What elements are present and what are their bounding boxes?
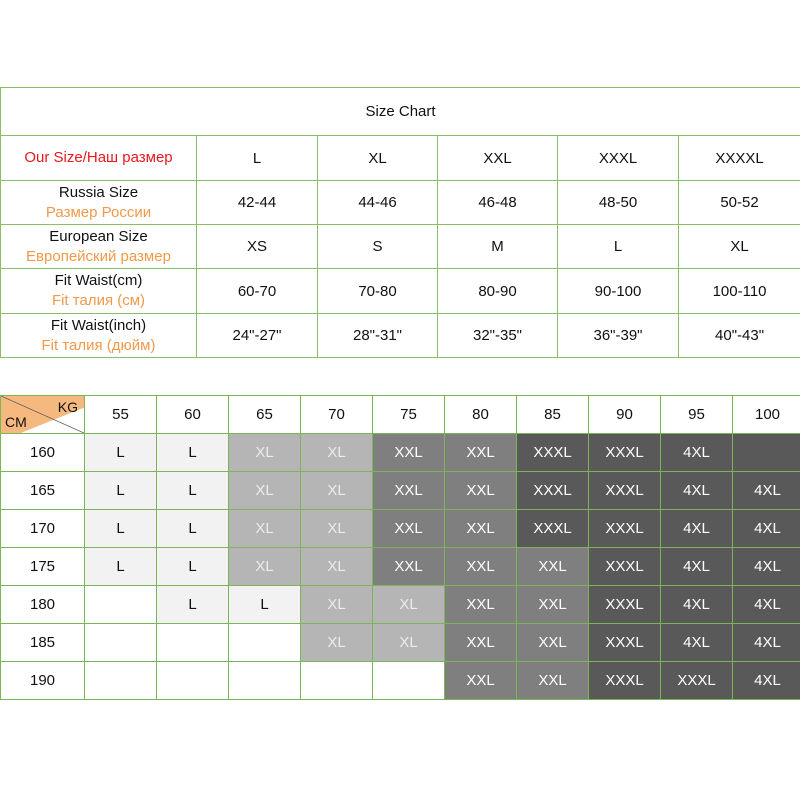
size-recommendation-cell: XL (301, 472, 373, 510)
weight-header-cell: 55 (85, 396, 157, 434)
size-recommendation-cell: XXXL (517, 434, 589, 472)
size-recommendation-cell: XXL (445, 434, 517, 472)
size-recommendation-cell: XL (301, 624, 373, 662)
size-cell: 32"-35" (438, 314, 558, 358)
size-recommendation-cell: XXXL (589, 472, 661, 510)
size-recommendation-cell: XXL (517, 662, 589, 700)
size-recommendation-cell: L (157, 586, 229, 624)
row-header-european-size (1, 225, 197, 269)
size-cell: 48-50 (558, 181, 679, 225)
height-header-cell: 170 (1, 510, 85, 548)
size-recommendation-cell: XL (229, 472, 301, 510)
table-row (1, 624, 800, 662)
size-cell: XXXL (558, 136, 679, 181)
size-recommendation-cell: XL (301, 434, 373, 472)
size-recommendation-cell: XXL (373, 472, 445, 510)
size-recommendation-cell: XXL (517, 624, 589, 662)
table-row (1, 434, 800, 472)
size-recommendation-cell (301, 662, 373, 700)
size-cell: XL (318, 136, 438, 181)
size-cell: 42-44 (197, 181, 318, 225)
size-recommendation-cell: XXL (373, 510, 445, 548)
weight-header-cell: 75 (373, 396, 445, 434)
weight-header-cell: 100 (733, 396, 800, 434)
size-recommendation-cell: XXL (373, 548, 445, 586)
row-header-fit-waist-inch (1, 314, 197, 358)
row-header-label: European Size (49, 227, 148, 245)
size-recommendation-cell: XL (373, 624, 445, 662)
size-recommendation-cell (157, 624, 229, 662)
size-recommendation-cell: XXL (517, 586, 589, 624)
size-recommendation-cell: XXXL (589, 510, 661, 548)
size-cell: XXXXL (679, 136, 800, 181)
row-header-sublabel: Fit талия (дюйм) (41, 336, 156, 354)
size-recommendation-cell: XXXL (589, 548, 661, 586)
size-cell: 46-48 (438, 181, 558, 225)
size-cell: XS (197, 225, 318, 269)
row-header-sublabel: Европейский размер (26, 247, 171, 265)
size-cell: 28"-31" (318, 314, 438, 358)
size-recommendation-cell: 4XL (733, 548, 800, 586)
size-recommendation-cell (229, 662, 301, 700)
row-header-russia-size (1, 181, 197, 225)
weight-header-cell: 60 (157, 396, 229, 434)
size-recommendation-cell: XXL (445, 586, 517, 624)
size-recommendation-cell (85, 624, 157, 662)
size-recommendation-cell: XXL (517, 548, 589, 586)
size-recommendation-cell: XXL (445, 472, 517, 510)
table-row (1, 548, 800, 586)
height-header-cell: 160 (1, 434, 85, 472)
size-recommendation-cell: XXXL (517, 510, 589, 548)
size-cell: 44-46 (318, 181, 438, 225)
size-recommendation-cell: XXXL (661, 662, 733, 700)
size-cell: 50-52 (679, 181, 800, 225)
size-recommendation-cell: L (157, 472, 229, 510)
size-chart-title: Size Chart (1, 88, 800, 136)
size-recommendation-cell: XXL (445, 510, 517, 548)
height-header-cell: 190 (1, 662, 85, 700)
size-recommendation-cell: XXXL (517, 472, 589, 510)
size-recommendation-cell: XXL (445, 624, 517, 662)
size-cell: 100-110 (679, 269, 800, 314)
size-recommendation-cell: L (157, 510, 229, 548)
size-recommendation-cell: L (85, 472, 157, 510)
size-recommendation-cell: 4XL (733, 624, 800, 662)
size-recommendation-cell: XL (301, 586, 373, 624)
row-header-label: Russia Size (58, 183, 139, 201)
weight-header-cell: 90 (589, 396, 661, 434)
size-recommendation-cell: 4XL (733, 510, 800, 548)
size-recommendation-cell: 4XL (661, 548, 733, 586)
size-recommendation-cell: 4XL (661, 434, 733, 472)
size-recommendation-cell: XXL (373, 434, 445, 472)
size-recommendation-cell: XL (373, 586, 445, 624)
size-recommendation-cell: 4XL (733, 472, 800, 510)
size-recommendation-cell: L (157, 434, 229, 472)
weight-height-size-table (0, 395, 800, 700)
weight-header-cell: 95 (661, 396, 733, 434)
size-recommendation-cell: 4XL (661, 586, 733, 624)
row-header-sublabel: Размер России (45, 203, 152, 221)
size-cell: 80-90 (438, 269, 558, 314)
table-row (1, 662, 800, 700)
size-recommendation-cell: 4XL (661, 624, 733, 662)
size-recommendation-cell (373, 662, 445, 700)
size-recommendation-cell (229, 624, 301, 662)
size-cell: 36"-39" (558, 314, 679, 358)
row-header-our-size (1, 136, 197, 181)
size-recommendation-cell: XXXL (589, 434, 661, 472)
size-recommendation-cell: XXL (445, 662, 517, 700)
size-recommendation-cell: XL (301, 548, 373, 586)
size-cell: XXL (438, 136, 558, 181)
size-cell: S (318, 225, 438, 269)
size-cell: 60-70 (197, 269, 318, 314)
weight-header-row (1, 396, 800, 434)
size-recommendation-cell (733, 434, 800, 472)
size-recommendation-cell: XL (301, 510, 373, 548)
row-header-sublabel: Fit талия (см) (51, 292, 146, 309)
size-cell: 70-80 (318, 269, 438, 314)
row-header-label: Fit Waist(inch) (50, 316, 147, 334)
size-recommendation-cell (157, 662, 229, 700)
size-recommendation-cell: XXL (445, 548, 517, 586)
kg-label: KG (57, 399, 78, 415)
size-recommendation-cell: XXXL (589, 662, 661, 700)
weight-header-cell: 70 (301, 396, 373, 434)
size-recommendation-cell: 4XL (733, 662, 800, 700)
size-recommendation-cell: XL (229, 548, 301, 586)
size-cell: XL (679, 225, 800, 269)
size-recommendation-cell: L (85, 548, 157, 586)
size-recommendation-cell: XXXL (589, 624, 661, 662)
size-cell: 90-100 (558, 269, 679, 314)
height-header-cell: 185 (1, 624, 85, 662)
kg-cm-corner (1, 396, 85, 434)
weight-header-cell: 80 (445, 396, 517, 434)
size-recommendation-cell: L (229, 586, 301, 624)
size-recommendation-cell (85, 586, 157, 624)
size-recommendation-cell: 4XL (733, 586, 800, 624)
weight-height-body (1, 434, 800, 700)
table-row (1, 510, 800, 548)
size-recommendation-cell: XL (229, 434, 301, 472)
height-header-cell: 175 (1, 548, 85, 586)
weight-header-cell: 85 (517, 396, 589, 434)
size-chart-table (0, 87, 800, 358)
size-cell: L (558, 225, 679, 269)
row-header-label: Fit Waist(cm) (54, 272, 143, 289)
size-cell: 40"-43" (679, 314, 800, 358)
row-header-label: Our Size/Наш размер (24, 149, 173, 166)
table-row (1, 472, 800, 510)
size-recommendation-cell: L (157, 548, 229, 586)
table-row (1, 586, 800, 624)
size-recommendation-cell: XXXL (589, 586, 661, 624)
weight-header-cell: 65 (229, 396, 301, 434)
row-header-fit-waist-cm (1, 269, 197, 314)
size-recommendation-cell: L (85, 434, 157, 472)
size-recommendation-cell: 4XL (661, 472, 733, 510)
height-header-cell: 165 (1, 472, 85, 510)
size-recommendation-cell: L (85, 510, 157, 548)
height-header-cell: 180 (1, 586, 85, 624)
size-cell: M (438, 225, 558, 269)
size-recommendation-cell: 4XL (661, 510, 733, 548)
size-cell: L (197, 136, 318, 181)
size-recommendation-cell: XL (229, 510, 301, 548)
cm-label: CM (5, 414, 27, 430)
size-cell: 24"-27" (197, 314, 318, 358)
size-recommendation-cell (85, 662, 157, 700)
